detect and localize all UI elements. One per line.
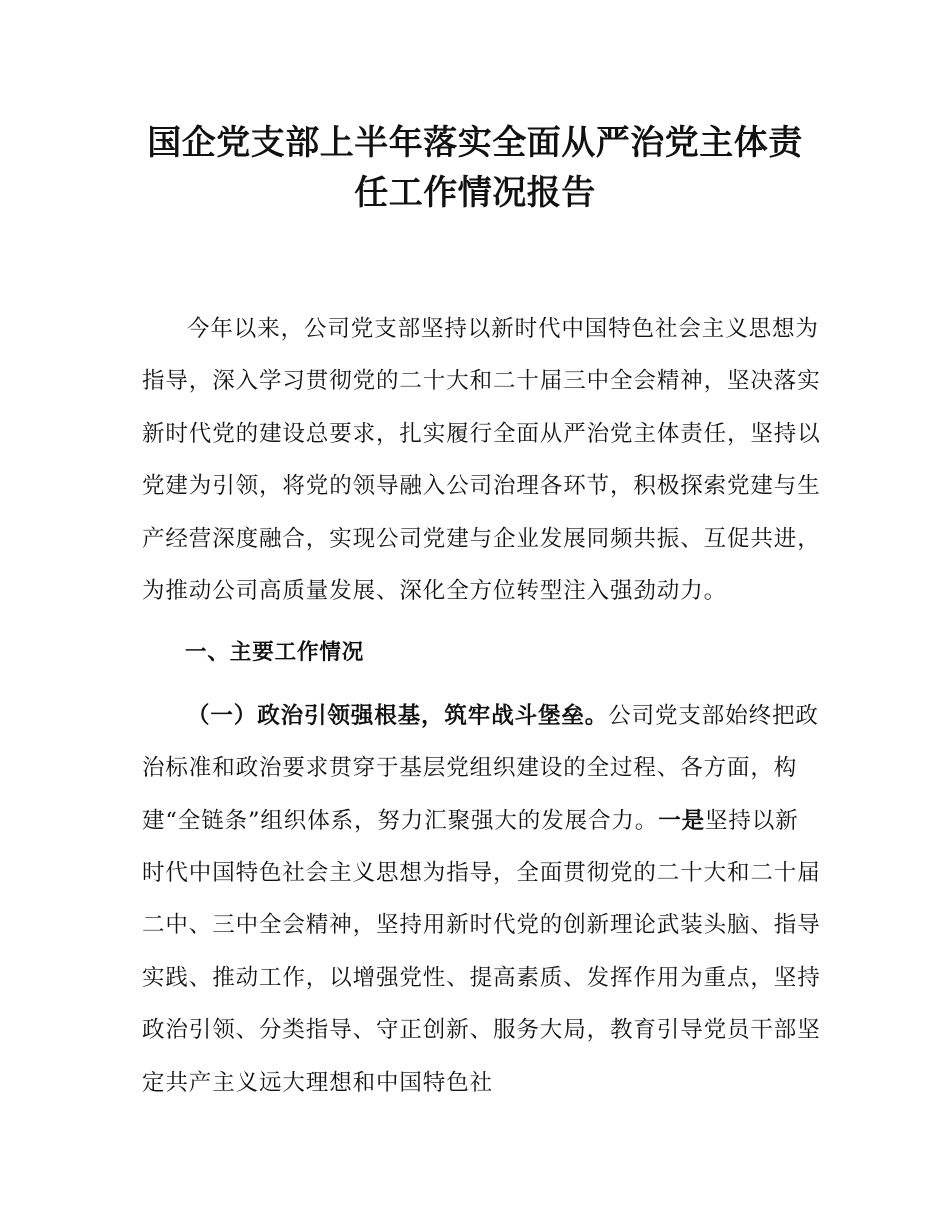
document-title [100,118,850,218]
subsection-text-a: 公司党支部始终把政治标准和政治要求贯穿于基层党组织建设的全过程、各方面，构建“全链条”组织体系，努力汇聚强大的发展合力。 [142,702,819,834]
subsection-text-b: 坚持以新时代中国特色社会主义思想为指导，全面贯彻党的二十大和二十届二中、三中全会精神，坚持用新时代党的创新理论武装头脑、指导实践、推动工作，以增强党性、提高素质、发挥作用为重点，坚持政治引领、分类指导、守正创新、服务大局，教育引导党员干部坚定共产主义远大理想和中国特色社 [142,807,821,1096]
point-label-1: 一是 [658,807,706,834]
document-body [142,303,822,1109]
subsection-heading-1: （一）政治引领强根基，筑牢战斗堡垒。 [187,702,609,729]
paragraph-gap [142,680,822,690]
paragraph-gap [142,617,822,627]
title-line-1: 国企党支部上半年落实全面从严治党主体责 [147,123,803,163]
intro-paragraph: 今年以来，公司党支部坚持以新时代中国特色社会主义思想为指导，深入学习贯彻党的二十大和二十届三中全会精神，坚决落实新时代党的建设总要求，扎实履行全面从严治党主体责任，坚持以党建为引领，将党的领导融入公司治理各环节，积极探索党建与生产经营深度融合，实现公司党建与企业发展同频共振、互促共进，为推动公司高质量发展、深化全方位转型注入强劲动力。 [142,316,821,605]
subsection-paragraph-1 [142,690,822,1109]
title-line-2: 任工作情况报告 [354,173,596,213]
section-heading-1: 一、主要工作情况 [185,640,365,666]
